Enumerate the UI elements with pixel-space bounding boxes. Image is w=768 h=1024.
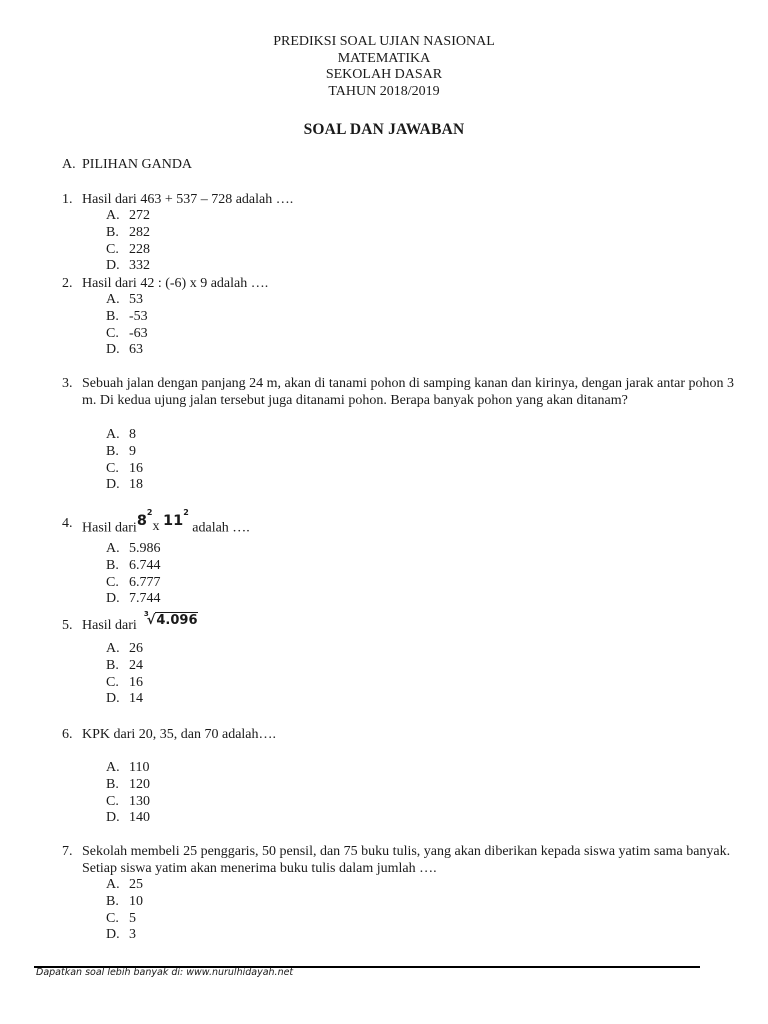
question-2: [62, 276, 740, 293]
option-letter: A.: [106, 541, 120, 556]
question-number: 3.: [62, 376, 73, 391]
cube-root-expression: [143, 610, 198, 628]
question-5-options: [106, 641, 143, 708]
question-text: Sekolah membeli 25 penggaris, 50 pensil, dan 75 buku tulis, yang akan diberikan kepada siswa yatim sama banyak. Setiap siswa yatim akan menerima buku tulis dalam jumlah ….: [82, 844, 731, 876]
header-line-2: MATEMATIKA: [337, 50, 431, 66]
question-text: Hasil dari 42 : (-6) x 9 adalah ….: [82, 276, 269, 291]
option-letter: B.: [106, 657, 119, 673]
question-number: 6.: [62, 727, 73, 742]
option-letter: D.: [106, 927, 120, 943]
option-value: 272: [129, 208, 150, 223]
option-value: 140: [129, 810, 150, 826]
option-value: 8: [129, 427, 136, 442]
option-letter: D.: [106, 477, 120, 493]
option-value: -53: [129, 308, 148, 324]
option-c: [106, 326, 148, 343]
question-7-options: [106, 877, 143, 944]
question-text: [82, 508, 740, 537]
option-a: [106, 641, 143, 658]
option-letter: D.: [106, 691, 120, 707]
option-b: [106, 658, 143, 675]
root-symbol: √: [146, 613, 156, 628]
document-header: [0, 34, 768, 100]
option-letter: A.: [106, 877, 120, 892]
header-line-3: SEKOLAH DASAR: [325, 67, 443, 82]
option-letter: C.: [106, 241, 119, 257]
option-a: [106, 292, 148, 309]
option-value: 9: [129, 443, 136, 459]
math-base-11: 11: [163, 512, 184, 529]
option-value: 10: [129, 893, 143, 909]
option-letter: D.: [106, 258, 120, 274]
option-letter: A.: [106, 427, 120, 442]
option-letter: A.: [106, 208, 120, 223]
option-a: [106, 877, 143, 894]
option-value: 5: [129, 910, 136, 926]
option-c: [106, 575, 161, 592]
question-text: Sebuah jalan dengan panjang 24 m, akan di tanami pohon di samping kanan dan kirinya, dengan jarak antar pohon 3 m. Di kedua ujung jalan tersebut juga ditanami pohon. Berapa banyak pohon yang akan ditanam?: [82, 376, 734, 408]
option-value: 120: [129, 776, 150, 792]
question-number: 5.: [62, 618, 73, 633]
option-letter: A.: [106, 760, 120, 775]
option-value: 26: [129, 641, 143, 656]
option-b: [106, 777, 150, 794]
question-text-prefix: Hasil dari: [82, 618, 137, 633]
question-4-options: [106, 541, 161, 608]
question-text-suffix: adalah ….: [192, 520, 250, 536]
question-1-options: [106, 208, 150, 275]
header-line-1: PREDIKSI SOAL UJIAN NASIONAL: [273, 34, 495, 49]
section-label: A.: [62, 157, 76, 172]
question-text: [82, 610, 740, 636]
math-base-8: 8: [136, 512, 147, 529]
section-name: PILIHAN GANDA: [82, 157, 193, 172]
header-line-4: TAHUN 2018/2019: [328, 83, 440, 99]
option-value: 130: [129, 793, 150, 809]
option-letter: B.: [106, 893, 119, 909]
section-heading: [62, 157, 192, 173]
footer-note: Dapatkan soal lebih banyak di: www.nurulhidayah.net: [36, 967, 294, 978]
option-value: 332: [129, 258, 150, 274]
option-value: 16: [129, 674, 143, 690]
option-a: [106, 427, 143, 444]
option-c: [106, 911, 143, 928]
option-d: [106, 691, 143, 708]
question-4: [62, 508, 740, 537]
option-letter: D.: [106, 810, 120, 826]
option-d: [106, 258, 150, 275]
option-letter: C.: [106, 674, 119, 690]
option-letter: A.: [106, 641, 120, 656]
option-letter: C.: [106, 910, 119, 926]
option-value: 53: [129, 292, 143, 307]
question-2-options: [106, 292, 148, 359]
math-exponent: 2: [183, 508, 189, 517]
question-6: [62, 727, 740, 744]
option-letter: A.: [106, 292, 120, 307]
option-a: [106, 541, 161, 558]
question-1: [62, 192, 740, 209]
option-d: [106, 591, 161, 608]
option-c: [106, 461, 143, 478]
question-number: 4.: [62, 516, 73, 531]
option-value: 228: [129, 241, 150, 257]
option-letter: B.: [106, 776, 119, 792]
option-d: [106, 342, 148, 359]
option-letter: B.: [106, 557, 119, 573]
option-value: 24: [129, 657, 143, 673]
option-letter: C.: [106, 574, 119, 590]
option-value: 6.744: [129, 557, 161, 573]
math-exponent: 2: [146, 508, 153, 517]
option-value: 5.986: [129, 541, 161, 556]
option-value: 25: [129, 877, 143, 892]
option-a: [106, 208, 150, 225]
option-c: [106, 794, 150, 811]
option-d: [106, 810, 150, 827]
option-b: [106, 558, 161, 575]
option-c: [106, 242, 150, 259]
option-d: [106, 927, 143, 944]
question-text-prefix: Hasil dari: [82, 520, 137, 536]
option-value: 110: [129, 760, 150, 775]
option-b: [106, 225, 150, 242]
question-number: 7.: [62, 844, 73, 859]
option-value: 63: [129, 342, 143, 358]
option-letter: B.: [106, 224, 119, 240]
question-text: Hasil dari 463 + 537 – 728 adalah ….: [82, 192, 294, 207]
option-value: 18: [129, 477, 143, 493]
option-b: [106, 309, 148, 326]
option-value: -63: [129, 325, 148, 341]
question-3-options: [106, 427, 143, 494]
option-value: 3: [129, 927, 136, 943]
option-c: [106, 675, 143, 692]
option-value: 16: [129, 460, 143, 476]
option-b: [106, 894, 143, 911]
question-6-options: [106, 760, 150, 827]
math-times: x: [152, 518, 160, 534]
option-a: [106, 760, 150, 777]
question-5: [62, 610, 740, 636]
option-letter: C.: [106, 325, 119, 341]
question-3: [62, 376, 740, 410]
root-radicand: 4.096: [156, 613, 198, 628]
option-value: 7.744: [129, 591, 161, 607]
option-d: [106, 477, 143, 494]
option-b: [106, 444, 143, 461]
option-value: 6.777: [129, 574, 161, 590]
question-number: 1.: [62, 192, 73, 207]
question-7: [62, 844, 740, 878]
option-letter: D.: [106, 591, 120, 607]
page-title: SOAL DAN JAWABAN: [303, 121, 465, 138]
question-number: 2.: [62, 276, 73, 291]
option-value: 282: [129, 224, 150, 240]
root-index: 3: [143, 610, 149, 618]
option-letter: C.: [106, 460, 119, 476]
option-letter: C.: [106, 793, 119, 809]
option-letter: B.: [106, 443, 119, 459]
question-text: KPK dari 20, 35, dan 70 adalah….: [82, 727, 277, 742]
option-letter: B.: [106, 308, 119, 324]
option-letter: D.: [106, 342, 120, 358]
option-value: 14: [129, 691, 143, 707]
